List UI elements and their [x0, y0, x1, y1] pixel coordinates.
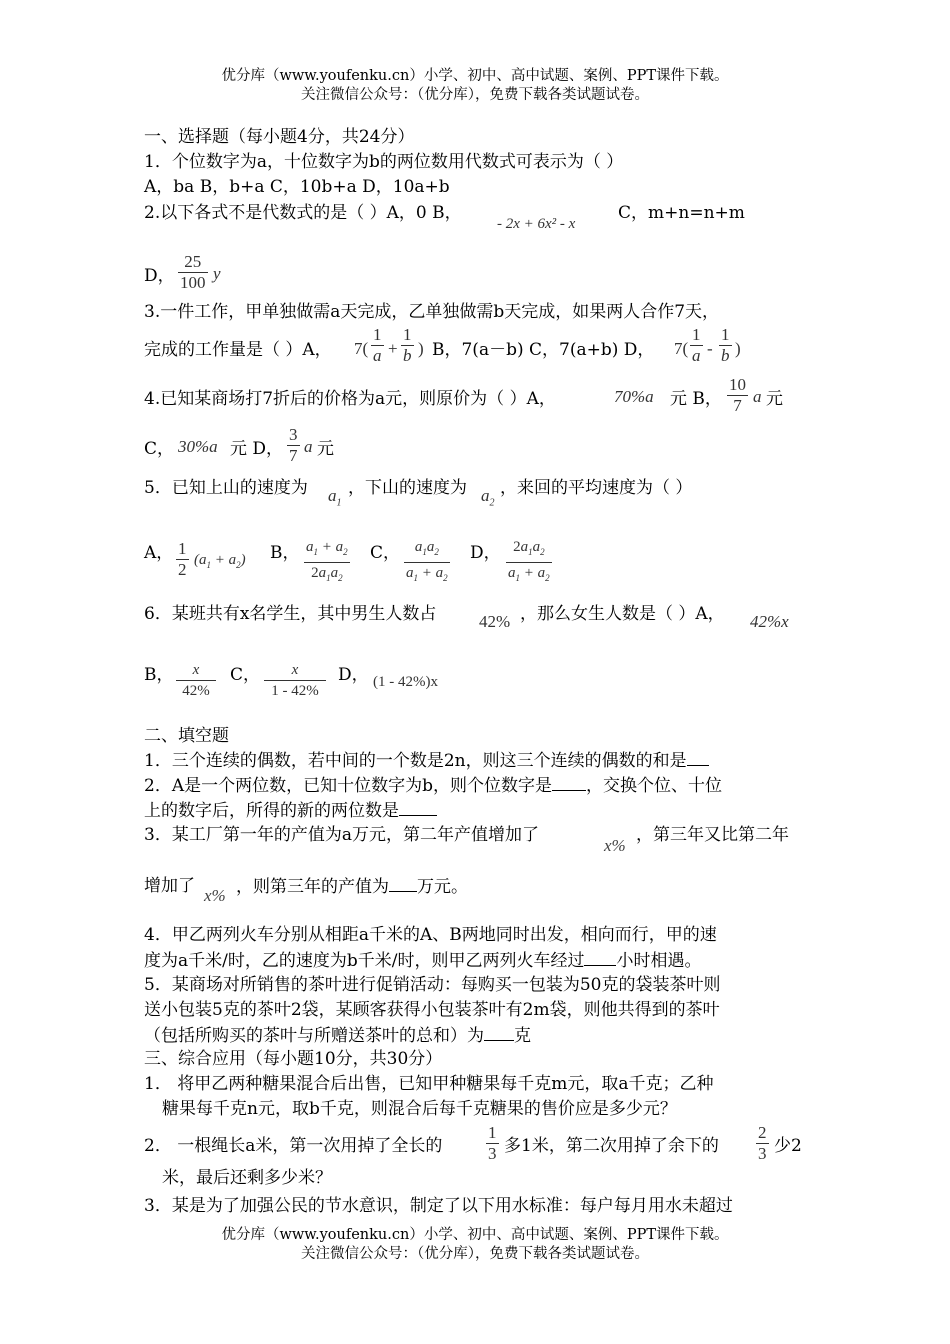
- q5-a-expr: $(a_1 + a_2)$: [194, 552, 246, 570]
- fraction-numerator: 1: [692, 325, 701, 344]
- app-question-1-line2: 糖果每千克n元，取b千克，则混合后每千克糖果的售价应是多少元？: [162, 1099, 677, 1119]
- section-3-title: 三、综合应用（每小题10分，共30分）: [144, 1049, 443, 1069]
- fill-question-3-line2: [236, 875, 468, 898]
- q6-option-d: D，: [338, 665, 369, 685]
- q3-a-close: ): [418, 339, 424, 358]
- q4-d-fraction: [287, 425, 300, 466]
- app-question-3-line1: 3．某是为了加强公民的节水意识，制定了以下用水标准：每户每月用水未超过: [144, 1196, 733, 1216]
- fraction-denominator: $a_1 + a_2$: [508, 565, 550, 583]
- app-question-2-a: 2． 一根绳长a米，第一次用掉了全长的: [144, 1136, 443, 1156]
- fill-q3-text-c: 万元。: [417, 877, 468, 897]
- question-1-5b: ，下山的速度为: [348, 478, 467, 498]
- fill-q4-text-b: 小时相遇。: [616, 951, 702, 971]
- fraction-denominator: 3: [758, 1144, 767, 1163]
- answer-blank[interactable]: [584, 949, 616, 966]
- app-q2-fraction-1: [486, 1123, 499, 1164]
- fill-q5-text-b: 克: [514, 1026, 531, 1046]
- q3-a-frac2: [401, 325, 414, 366]
- q3-d-close: ): [735, 339, 741, 358]
- q6-a-expr: 42%x: [750, 612, 789, 631]
- fill-question-5-line1: 5．某商场对所销售的茶叶进行促销活动：每购买一包装为50克的袋装茶叶则: [144, 975, 721, 995]
- fill-q4-text: 度为a千米/时，乙的速度为b千米/时，则甲乙两列火车经过: [144, 951, 585, 971]
- fraction-numerator: x: [192, 662, 200, 678]
- q6-b-fraction: [176, 660, 216, 701]
- q4-d-label: 元 D，: [230, 439, 284, 459]
- q5-option-d: D，: [470, 543, 501, 563]
- fraction-denominator: 7: [289, 446, 298, 465]
- q4-a-expr: 70%a: [614, 387, 654, 406]
- app-question-2-c: 少2: [774, 1136, 802, 1156]
- fill-question-5-line2: 送小包装5克的茶叶2袋，某顾客获得小包装茶叶有2m袋，则他共得到的茶叶: [144, 1000, 720, 1020]
- q4-b-fraction: [727, 375, 748, 416]
- fraction-numerator: 10: [729, 375, 746, 394]
- fill-question-4-line2: [144, 949, 701, 972]
- fill-q5-text: （包括所购买的茶叶与所赠送茶叶的总和）为: [144, 1026, 484, 1046]
- fill-question-3-line1b: ，第三年又比第二年: [636, 825, 789, 845]
- answer-blank[interactable]: [399, 799, 437, 816]
- q4-b-var: a: [753, 387, 762, 406]
- question-1-3-line2a: 完成的工作量是（ ）A，: [144, 340, 332, 360]
- fill-question-3-line2a: 增加了: [144, 876, 195, 896]
- question-1-5c: ，来回的平均速度为（ ）: [500, 478, 693, 498]
- fill-q2-line2-text: 上的数字后，所得的新的两位数是: [144, 801, 399, 821]
- fill-q1-text: 1．三个连续的偶数，若中间的一个数是2n，则这三个连续的偶数的和是: [144, 751, 687, 771]
- fraction-numerator: $2a_1a_2$: [513, 539, 545, 557]
- q2-d-variable: y: [213, 264, 221, 283]
- fraction-denominator: 7: [733, 396, 742, 415]
- fraction-denominator: a: [373, 346, 382, 365]
- q5-option-a: A，: [144, 543, 174, 563]
- fraction-denominator: 1 - 42%: [271, 683, 319, 699]
- answer-blank[interactable]: [552, 774, 586, 791]
- question-1-2: 2.以下各式不是代数式的是（ ）A，0 B，: [144, 203, 462, 223]
- question-1-5a: 5．已知上山的速度为: [144, 478, 308, 498]
- question-1-1: 1．个位数字为a，十位数字为b的两位数用代数式可表示为（ ）: [144, 152, 624, 172]
- answer-blank[interactable]: [484, 1024, 514, 1041]
- q4-c-label: C，: [144, 439, 175, 459]
- q5-a1: $a_1$: [328, 486, 342, 509]
- q5-d-fraction: [506, 537, 552, 588]
- q3-d-minus: -: [707, 339, 713, 358]
- fraction-numerator: $a_1a_2$: [414, 539, 439, 557]
- header-line-1: 优分库（www.youfenku.cn）小学、初中、高中试题、案例、PPT课件下载。: [221, 68, 729, 84]
- q5-a2: $a_2$: [481, 486, 495, 509]
- question-1-1-options: A，ba B，b+a C，10b+a D，10a+b: [144, 177, 450, 197]
- q3-d-frac2: [719, 325, 732, 366]
- fraction-denominator: 42%: [182, 683, 210, 699]
- fill-question-4-line1: 4．甲乙两列火车分别从相距a千米的A、B两地同时出发，相向而行，甲的速: [144, 925, 717, 945]
- q6-c-fraction: [264, 660, 326, 701]
- q5-a-fraction: [176, 539, 189, 580]
- q4-b-yuan: 元: [766, 389, 783, 409]
- fraction-numerator: x: [291, 662, 299, 678]
- q3-a-seven: 7(: [354, 339, 369, 358]
- q4-b-label: 元 B，: [670, 389, 722, 409]
- app-question-2-line2: 米，最后还剩多少米？: [162, 1168, 332, 1188]
- fraction-numerator: 3: [289, 425, 298, 444]
- fraction-numerator: 1: [488, 1123, 497, 1142]
- q2-expression: - 2x + 6x² - x: [497, 216, 576, 232]
- fill-question-1: [144, 749, 709, 772]
- fraction-numerator: 1: [403, 325, 412, 344]
- question-1-6a: 6．某班共有x名学生，其中男生人数占: [144, 604, 437, 624]
- fill-question-5-line3: [144, 1024, 531, 1047]
- fraction-denominator: a: [692, 346, 701, 365]
- fill-question-2-line2: [144, 799, 437, 822]
- footer-line-2: 关注微信公众号：（优分库），免费下载各类试题试卷。: [301, 1246, 649, 1262]
- fraction-numerator: 1: [178, 539, 187, 558]
- q6-option-b: B，: [144, 665, 174, 685]
- fraction-numerator: 25: [184, 252, 202, 271]
- q2-option-d: D，: [144, 266, 175, 286]
- fraction-numerator: 2: [758, 1123, 767, 1142]
- fraction-denominator: 2: [178, 560, 187, 579]
- q6-pct: 42%: [479, 612, 511, 631]
- header-line-2: 关注微信公众号：（优分库），免费下载各类试题试卷。: [301, 87, 649, 103]
- page-header: [0, 67, 950, 105]
- q2-option-c: C，m+n=n+m: [618, 203, 745, 223]
- q5-b-fraction: [304, 537, 350, 588]
- q6-option-c: C，: [230, 665, 261, 685]
- q3-a-frac1: [371, 325, 384, 366]
- q4-d-yuan: 元: [317, 439, 334, 459]
- fill-question-3-line1a: 3．某工厂第一年的产值为a万元，第二年产值增加了: [144, 825, 539, 845]
- app-question-1-line1: 1． 将甲乙两种糖果混合后出售，已知甲种糖果每千克m元，取a千克；乙种: [144, 1074, 714, 1094]
- q3-x-percent-2: x%: [204, 886, 226, 905]
- app-question-2-b: 多1米，第二次用掉了余下的: [504, 1136, 719, 1156]
- q4-d-var: a: [304, 437, 313, 456]
- q6-d-expr: (1 - 42%)x: [373, 674, 438, 690]
- q5-option-c: C，: [370, 543, 401, 563]
- q2-d-fraction: [178, 252, 208, 293]
- q3-a-plus: +: [388, 339, 398, 358]
- question-1-3-line1: 3.一件工作，甲单独做需a天完成，乙单独做需b天完成，如果两人合作7天，: [144, 302, 720, 322]
- fill-q2-text: 2．A是一个两位数，已知十位数字为b，则个位数字是: [144, 776, 552, 796]
- fraction-denominator: $2a_1a_2$: [311, 565, 343, 583]
- q3-d-seven: 7(: [674, 339, 689, 358]
- fraction-denominator: b: [721, 346, 730, 365]
- section-1-title: 一、选择题（每小题4分，共24分）: [144, 127, 415, 147]
- fraction-denominator: 100: [180, 273, 206, 292]
- fill-question-2-line1: [144, 774, 722, 797]
- fraction-denominator: $a_1 + a_2$: [406, 565, 448, 583]
- footer-line-1: 优分库（www.youfenku.cn）小学、初中、高中试题、案例、PPT课件下载。: [221, 1227, 729, 1243]
- section-2-title: 二、填空题: [144, 726, 229, 746]
- fraction-numerator: 1: [721, 325, 730, 344]
- question-1-4: 4.已知某商场打7折后的价格为a元，则原价为（ ）A，: [144, 389, 556, 409]
- answer-blank[interactable]: [389, 875, 417, 892]
- question-1-3-line2b: B，7(a－b) C，7(a+b) D，: [432, 340, 655, 360]
- page-footer: [0, 1226, 950, 1264]
- fill-q3-text: ，则第三年的产值为: [236, 877, 389, 897]
- fraction-numerator: 1: [373, 325, 382, 344]
- q4-c-expr: 30%a: [178, 437, 218, 456]
- app-q2-fraction-2: [756, 1123, 769, 1164]
- q5-option-b: B，: [270, 543, 300, 563]
- q3-d-frac1: [690, 325, 703, 366]
- fraction-denominator: 3: [488, 1144, 497, 1163]
- fraction-denominator: b: [403, 346, 412, 365]
- question-1-6b: ，那么女生人数是（ ）A，: [520, 604, 725, 624]
- q5-c-fraction: [404, 537, 450, 588]
- q3-x-percent-1: x%: [604, 836, 626, 855]
- answer-blank[interactable]: [687, 749, 709, 766]
- fill-q2-text-b: ，交换个位、十位: [585, 776, 722, 796]
- fraction-numerator: $a_1 + a_2$: [306, 539, 348, 557]
